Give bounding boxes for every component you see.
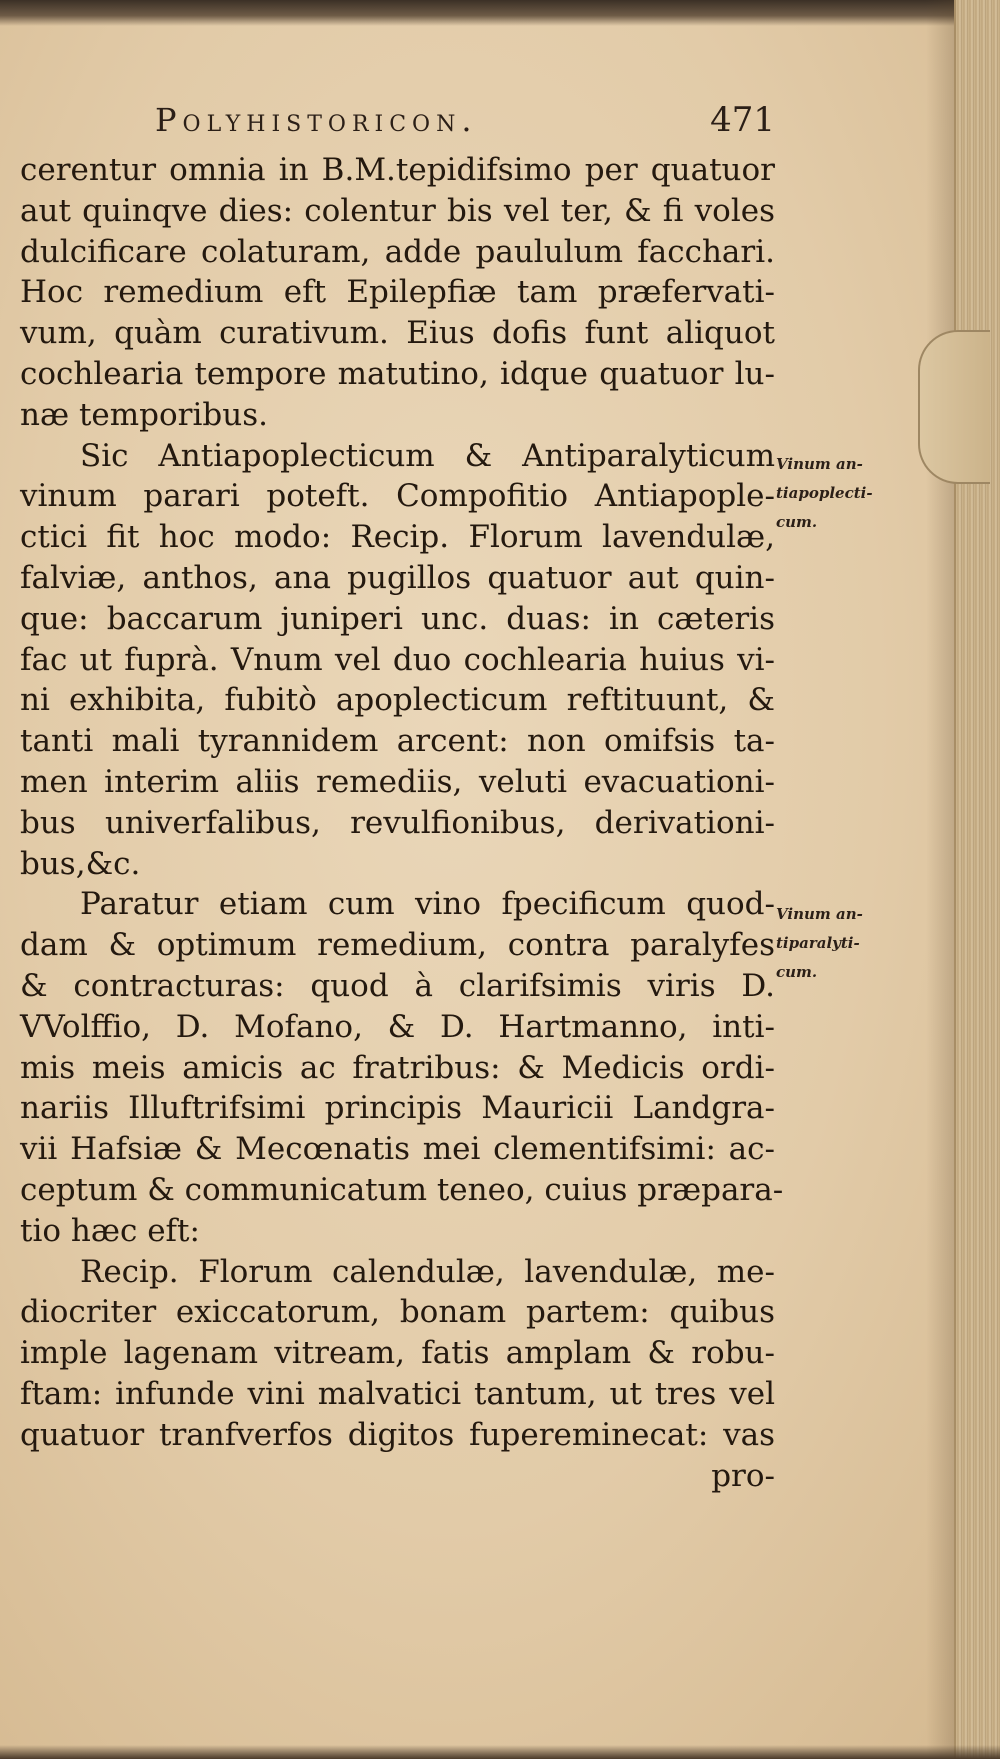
text-line: tanti mali tyrannidem arcent: non omifsis ta- <box>20 723 775 760</box>
running-title: Polyhistoricon. <box>155 101 478 139</box>
marginal-note-line: cum. <box>776 963 818 981</box>
book-spine-edge <box>954 0 1000 1759</box>
text-line: & contracturas: quod à clarifsimis viris D. <box>20 967 775 1004</box>
marginal-note-line: Vinum an- <box>776 905 863 923</box>
text-line: vii Hafsiæ & Mecœnatis mei clementifsimi: ac- <box>20 1131 775 1168</box>
text-line: fac ut fuprà. Vnum vel duo cochlearia huius vi- <box>20 641 775 678</box>
text-line: mis meis amicis ac fratribus: & Medicis ordi- <box>20 1049 775 1086</box>
text-line: ni exhibita, fubitò apoplecticum reftituunt, & <box>20 682 775 719</box>
text-line: VVolffio, D. Mofano, & D. Hartmanno, inti- <box>20 1008 775 1045</box>
text-line: Sic Antiapoplecticum & Antiparalyticum <box>80 437 775 474</box>
body-text <box>20 150 784 1496</box>
text-line: cochlearia tempore matutino, idque quatuor lu- <box>20 355 775 392</box>
text-line: dulcificare colaturam, adde paululum facchari. <box>20 233 775 270</box>
text-line: ftam: infunde vini malvatici tantum, ut tres vel <box>20 1375 775 1412</box>
marginal-note-line: Vinum an- <box>776 455 863 473</box>
text-line: Paratur etiam cum vino fpecificum quod- <box>80 886 775 923</box>
text-line: tio hæc eft: <box>20 1212 200 1249</box>
text-line: que: baccarum juniperi unc. duas: in cæteris <box>20 600 775 637</box>
text-line: pro- <box>711 1457 775 1494</box>
running-head <box>155 100 775 144</box>
text-line: vum, quàm curativum. Eius dofis funt aliquot <box>20 315 775 352</box>
page-top-edge <box>0 0 1000 26</box>
text-line: men interim aliis remediis, veluti evacuationi- <box>20 763 775 800</box>
text-line: ceptum & communicatum teneo, cuius præpara- <box>20 1171 784 1208</box>
marginal-note-antiparalyticum <box>776 900 876 987</box>
text-line: nariis Illuftrifsimi principis Mauricii Landgra- <box>20 1090 775 1127</box>
text-line: diocriter exiccatorum, bonam partem: quibus <box>20 1294 775 1331</box>
text-line: cerentur omnia in B.M.tepidifsimo per quatuor <box>20 152 775 188</box>
page-number: 471 <box>710 100 775 140</box>
page-bottom-edge <box>0 1745 1000 1759</box>
text-line: bus univerfalibus, revulfionibus, derivationi- <box>20 804 775 841</box>
text-line: vinum parari poteft. Compofitio Antiapople- <box>20 478 775 515</box>
text-line: bus,&c. <box>20 845 141 882</box>
marginal-note-line: cum. <box>776 513 818 531</box>
gutter-shadow <box>926 0 956 1759</box>
marginal-note-antiapoplecticum <box>776 450 876 537</box>
marginal-note-line: tiparalyti- <box>776 934 860 952</box>
text-line: ctici fit hoc modo: Recip. Florum lavendulæ, <box>20 519 775 556</box>
text-line: falviæ, anthos, ana pugillos quatuor aut quin- <box>20 559 775 596</box>
text-line: aut quinqve dies: colentur bis vel ter, & fi voles <box>20 192 775 229</box>
page-tab <box>918 330 990 484</box>
text-line: quatuor tranfverfos digitos fupereminecat: vas <box>20 1416 775 1453</box>
text-line: imple lagenam vitream, fatis amplam & robu- <box>20 1335 775 1372</box>
text-line: næ temporibus. <box>20 396 268 433</box>
text-line: Recip. Florum calendulæ, lavendulæ, me- <box>80 1253 775 1290</box>
text-line: dam & optimum remedium, contra paralyfes <box>20 927 775 964</box>
marginal-note-line: tiapoplecti- <box>776 484 873 502</box>
text-line: Hoc remedium eft Epilepfiæ tam præfervati- <box>20 274 775 311</box>
